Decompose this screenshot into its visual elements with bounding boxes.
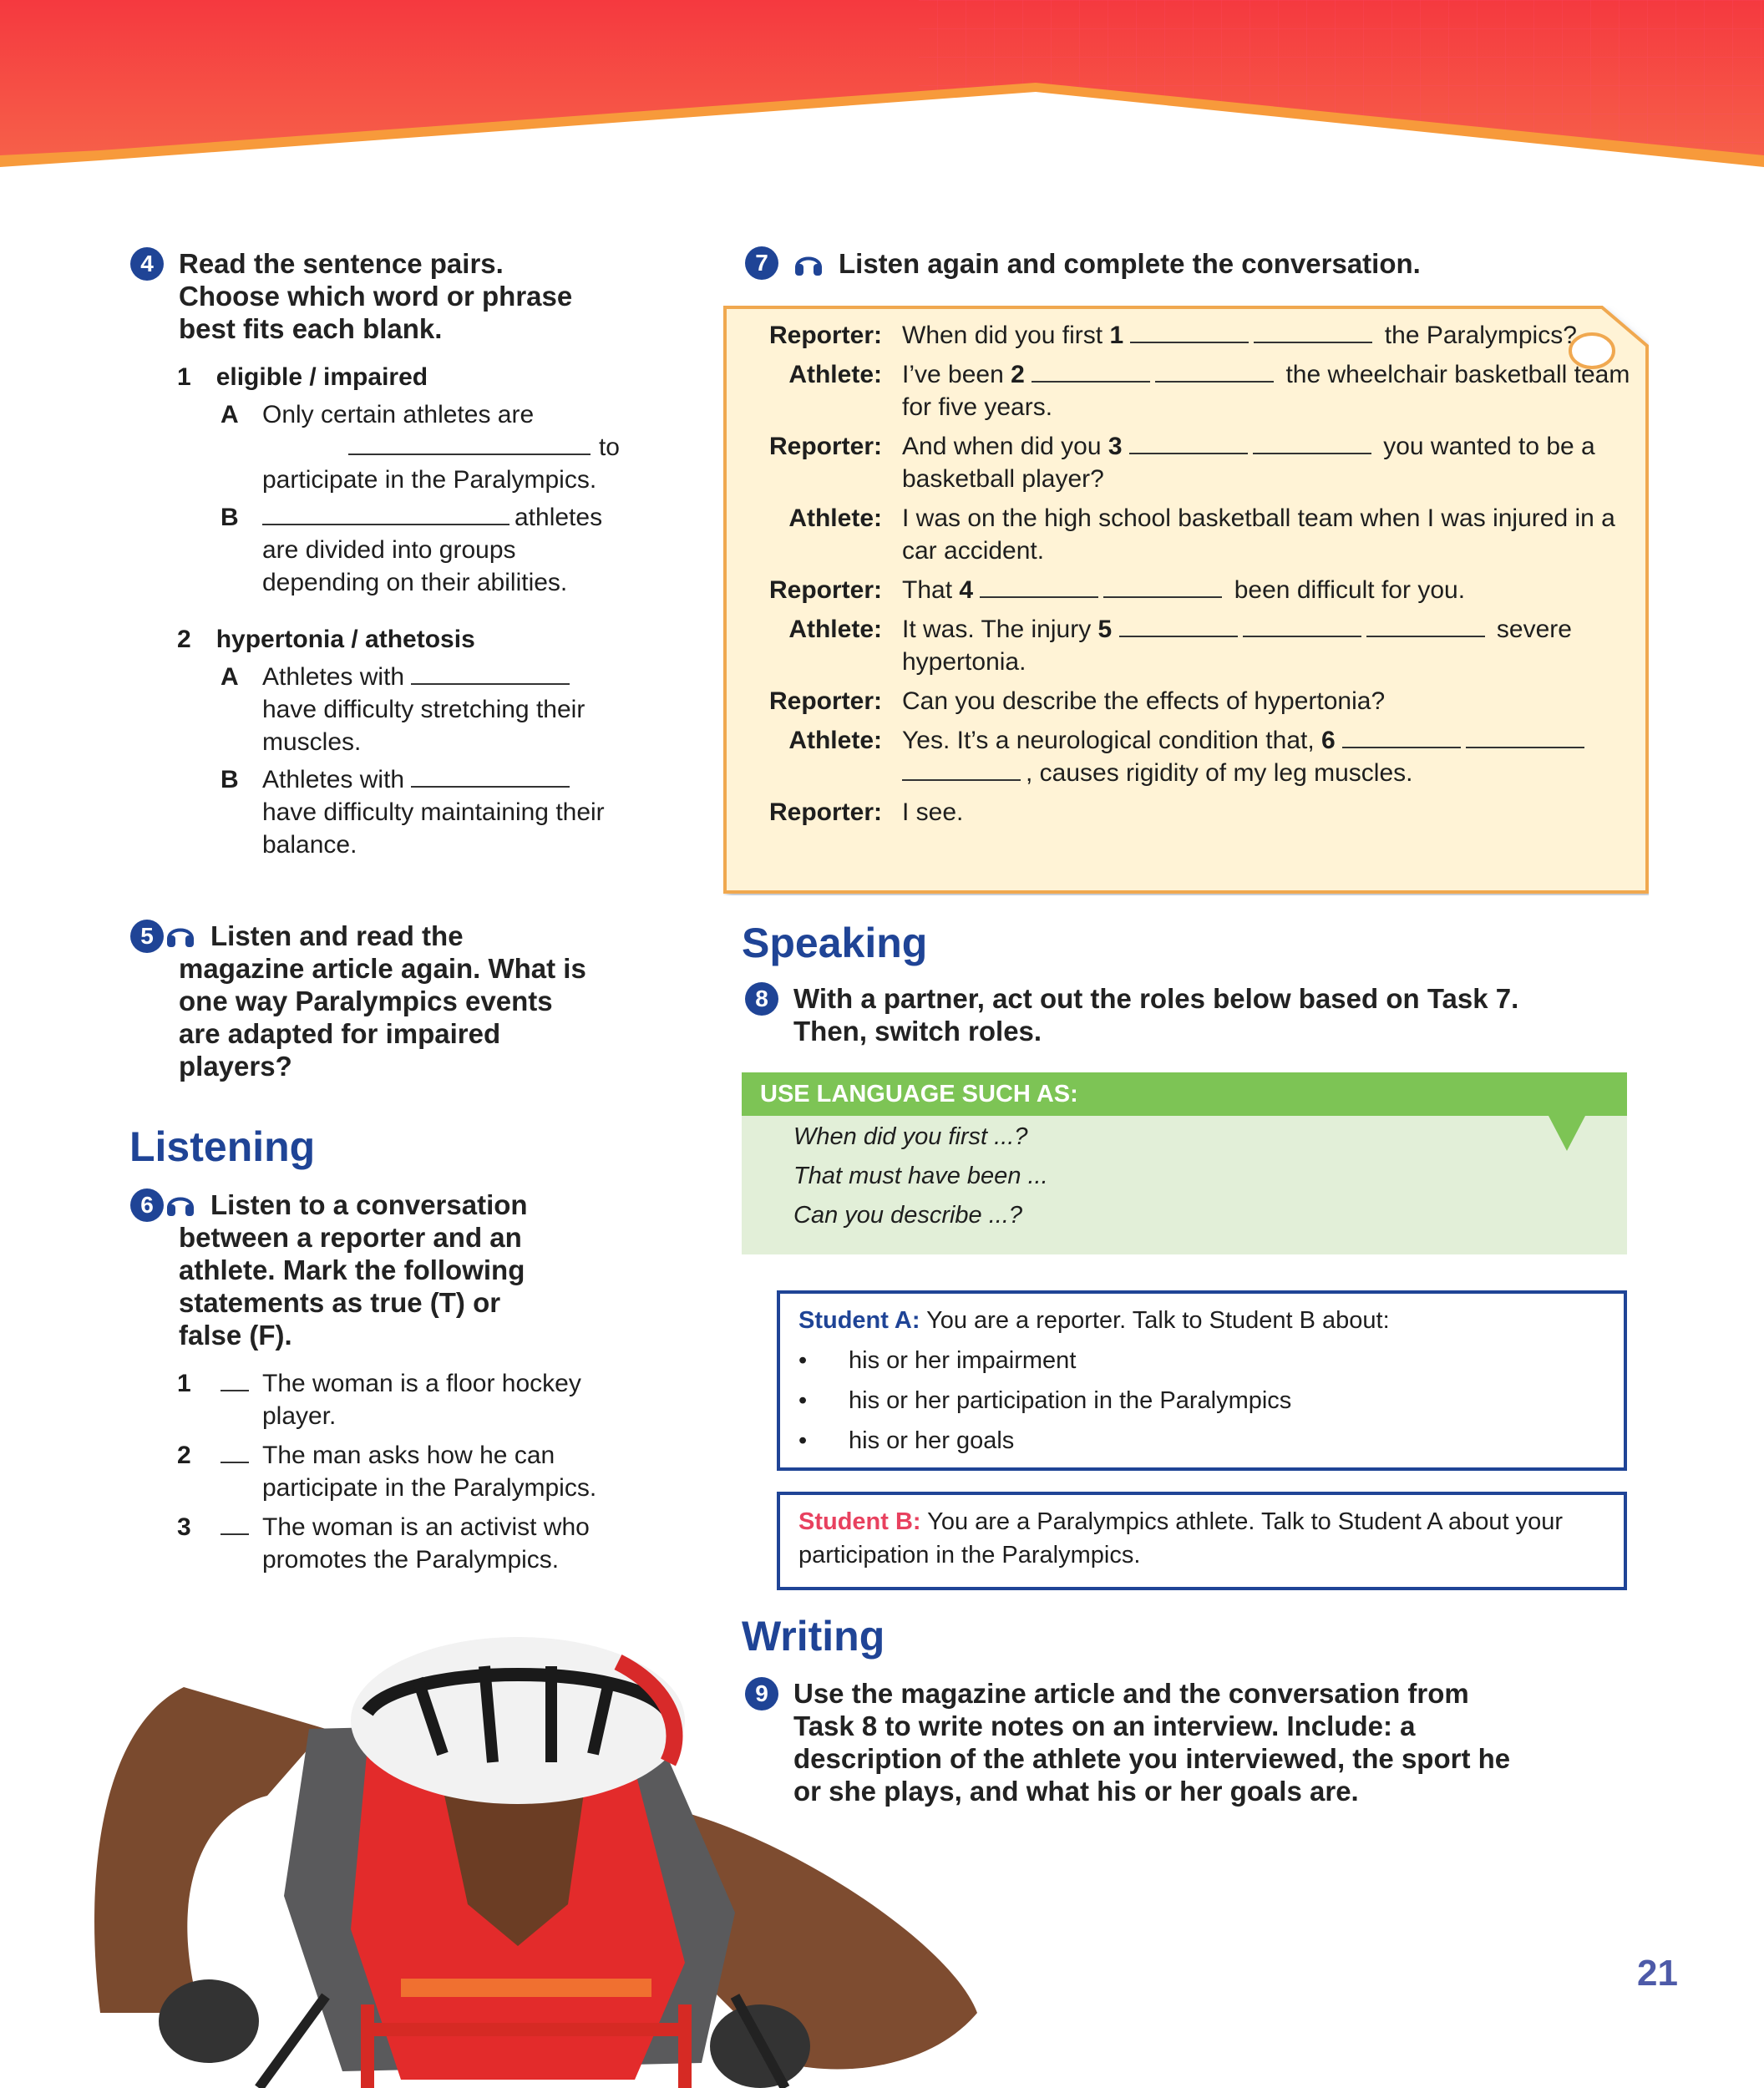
answer-blank[interactable]: [1103, 575, 1222, 598]
answer-blank[interactable]: [1032, 359, 1150, 383]
answer-blank[interactable]: [902, 758, 1021, 781]
phrase-item: That must have been ...: [793, 1163, 1048, 1189]
tf-answer-blank[interactable]: [220, 1439, 262, 1504]
bullet-item: • his or her goals: [798, 1427, 1015, 1454]
answer-blank[interactable]: [1155, 359, 1274, 383]
headphones-icon[interactable]: [165, 1189, 195, 1218]
answer-blank[interactable]: [1253, 431, 1371, 454]
headphones-icon[interactable]: [165, 920, 195, 949]
tf-answer-blank[interactable]: [220, 1367, 262, 1432]
answer-blank[interactable]: [1130, 320, 1249, 343]
answer-blank[interactable]: [1129, 431, 1248, 454]
answer-blank[interactable]: [980, 575, 1098, 598]
answer-blank[interactable]: [1243, 614, 1361, 637]
conversation: [748, 319, 1634, 835]
student-b-role-card: Student B: You are a Paralympics athlete. Talk to Student A about your participation in the Paralympics.: [777, 1492, 1627, 1590]
task-number-badge: 7: [745, 246, 778, 280]
sentence-pair-2: 2 hypertonia / athetosis A Athletes with have difficulty stretching their muscles. B Athletes with have difficulty maintaining their balance.: [177, 623, 638, 861]
sentence-1b: B athletes are divided into groups depending on their abilities.: [220, 504, 603, 596]
statement-2: 2 The man asks how he can participate in the Paralympics.: [177, 1439, 646, 1504]
task-6-instruction: Listen to a conversation between a reporter and an athlete. Mark the following statements as true (T) or false (F).: [179, 1188, 528, 1351]
student-a-role-card: Student A: You are a reporter. Talk to Student B about: • his or her impairment • his or her participation in the Paralympics • his or her goals: [777, 1290, 1627, 1471]
task-number-badge: 9: [745, 1677, 778, 1710]
task-8-instruction: With a partner, act out the roles below based on Task 7. Then, switch roles.: [793, 983, 1519, 1047]
phrase-item: Can you describe ...?: [793, 1202, 1023, 1229]
answer-blank[interactable]: [348, 432, 591, 455]
task-4-instruction: Read the sentence pairs. Choose which word or phrase best fits each blank.: [179, 248, 573, 344]
use-language-header: USE LANGUAGE SUCH AS:: [742, 1072, 1627, 1116]
speech-pointer-icon: [1549, 1116, 1585, 1151]
task-number-badge: 6: [130, 1188, 164, 1222]
bullet-item: • his or her impairment: [798, 1347, 1077, 1374]
wheelchair-athlete-photo: [50, 1629, 1011, 2088]
task-7: [745, 246, 1421, 280]
page-number: 21: [1637, 1953, 1678, 1994]
task-7-instruction: Listen again and complete the conversation.: [839, 247, 1421, 279]
conversation-line: Athlete: I’ve been 2 the wheelchair basketball team for five years.: [788, 361, 1630, 421]
conversation-line: Reporter: I see.: [768, 798, 964, 826]
statement-3: 3 The woman is an activist who promotes the Paralympics.: [177, 1511, 646, 1576]
task-8: [745, 982, 1518, 1047]
header-banner: [0, 0, 1764, 167]
conversation-line: Reporter: Can you describe the effects of hypertonia?: [768, 687, 1386, 715]
conversation-line: Athlete: Yes. It’s a neurological condition that, 6 , causes rigidity of my leg muscles.: [748, 724, 1634, 789]
answer-blank[interactable]: [1366, 614, 1485, 637]
answer-blank[interactable]: [411, 661, 570, 685]
answer-blank[interactable]: [1254, 320, 1372, 343]
task-number-badge: 4: [130, 247, 164, 281]
true-false-statements: [177, 1367, 646, 1583]
use-language-box: [742, 1072, 1627, 1254]
bullet-item: • his or her participation in the Paralympics: [798, 1387, 1292, 1414]
answer-blank[interactable]: [1342, 725, 1461, 748]
conversation-line: Athlete: I was on the high school basketball team when I was injured in a car accident.: [788, 504, 1615, 565]
tf-answer-blank[interactable]: [220, 1511, 262, 1576]
answer-blank[interactable]: [1119, 614, 1238, 637]
conversation-line: Reporter: That 4 been difficult for you.: [768, 576, 1466, 604]
task-number-badge: 8: [745, 982, 778, 1016]
phrase-item: When did you first ...?: [793, 1123, 1028, 1150]
task-6: [130, 1188, 528, 1351]
task-number-badge: 5: [130, 920, 164, 953]
conversation-line: Reporter: When did you first 1 the Paralympics?: [768, 322, 1577, 349]
sentence-2a: A Athletes with have difficulty stretching their muscles.: [220, 663, 585, 756]
section-title-speaking: Speaking: [742, 920, 928, 966]
sentence-1a: A Only certain athletes are to participate in the Paralympics.: [220, 401, 620, 494]
task-5: [130, 920, 586, 1082]
conversation-line: Reporter: And when did you 3 you wanted to be a basketball player?: [768, 433, 1595, 493]
section-title-listening: Listening: [129, 1123, 316, 1170]
task-4: [130, 247, 572, 345]
answer-blank[interactable]: [262, 502, 509, 525]
conversation-line: Athlete: It was. The injury 5 severe hypertonia.: [788, 616, 1572, 676]
sentence-pair-1: 1 eligible / impaired A Only certain athletes are to participate in the Paralympics. B athletes are divided into groups depending on their abilities.: [177, 361, 638, 599]
statement-1: 1 The woman is a floor hockey player.: [177, 1367, 646, 1432]
headphones-icon[interactable]: [793, 249, 824, 277]
task-5-instruction: Listen and read the magazine article again. What is one way Paralympics events are adapted for impaired players?: [179, 920, 586, 1082]
answer-blank[interactable]: [1466, 725, 1584, 748]
answer-blank[interactable]: [411, 764, 570, 788]
task-9-instruction: Use the magazine article and the conversation from Task 8 to write notes on an interview. Include: a description of the athlete you interviewed, the sport he or she plays, and what his or her goals are.: [793, 1678, 1511, 1807]
sentence-2b: B Athletes with have difficulty maintaining their balance.: [220, 766, 605, 859]
section-title-writing: Writing: [742, 1613, 885, 1660]
